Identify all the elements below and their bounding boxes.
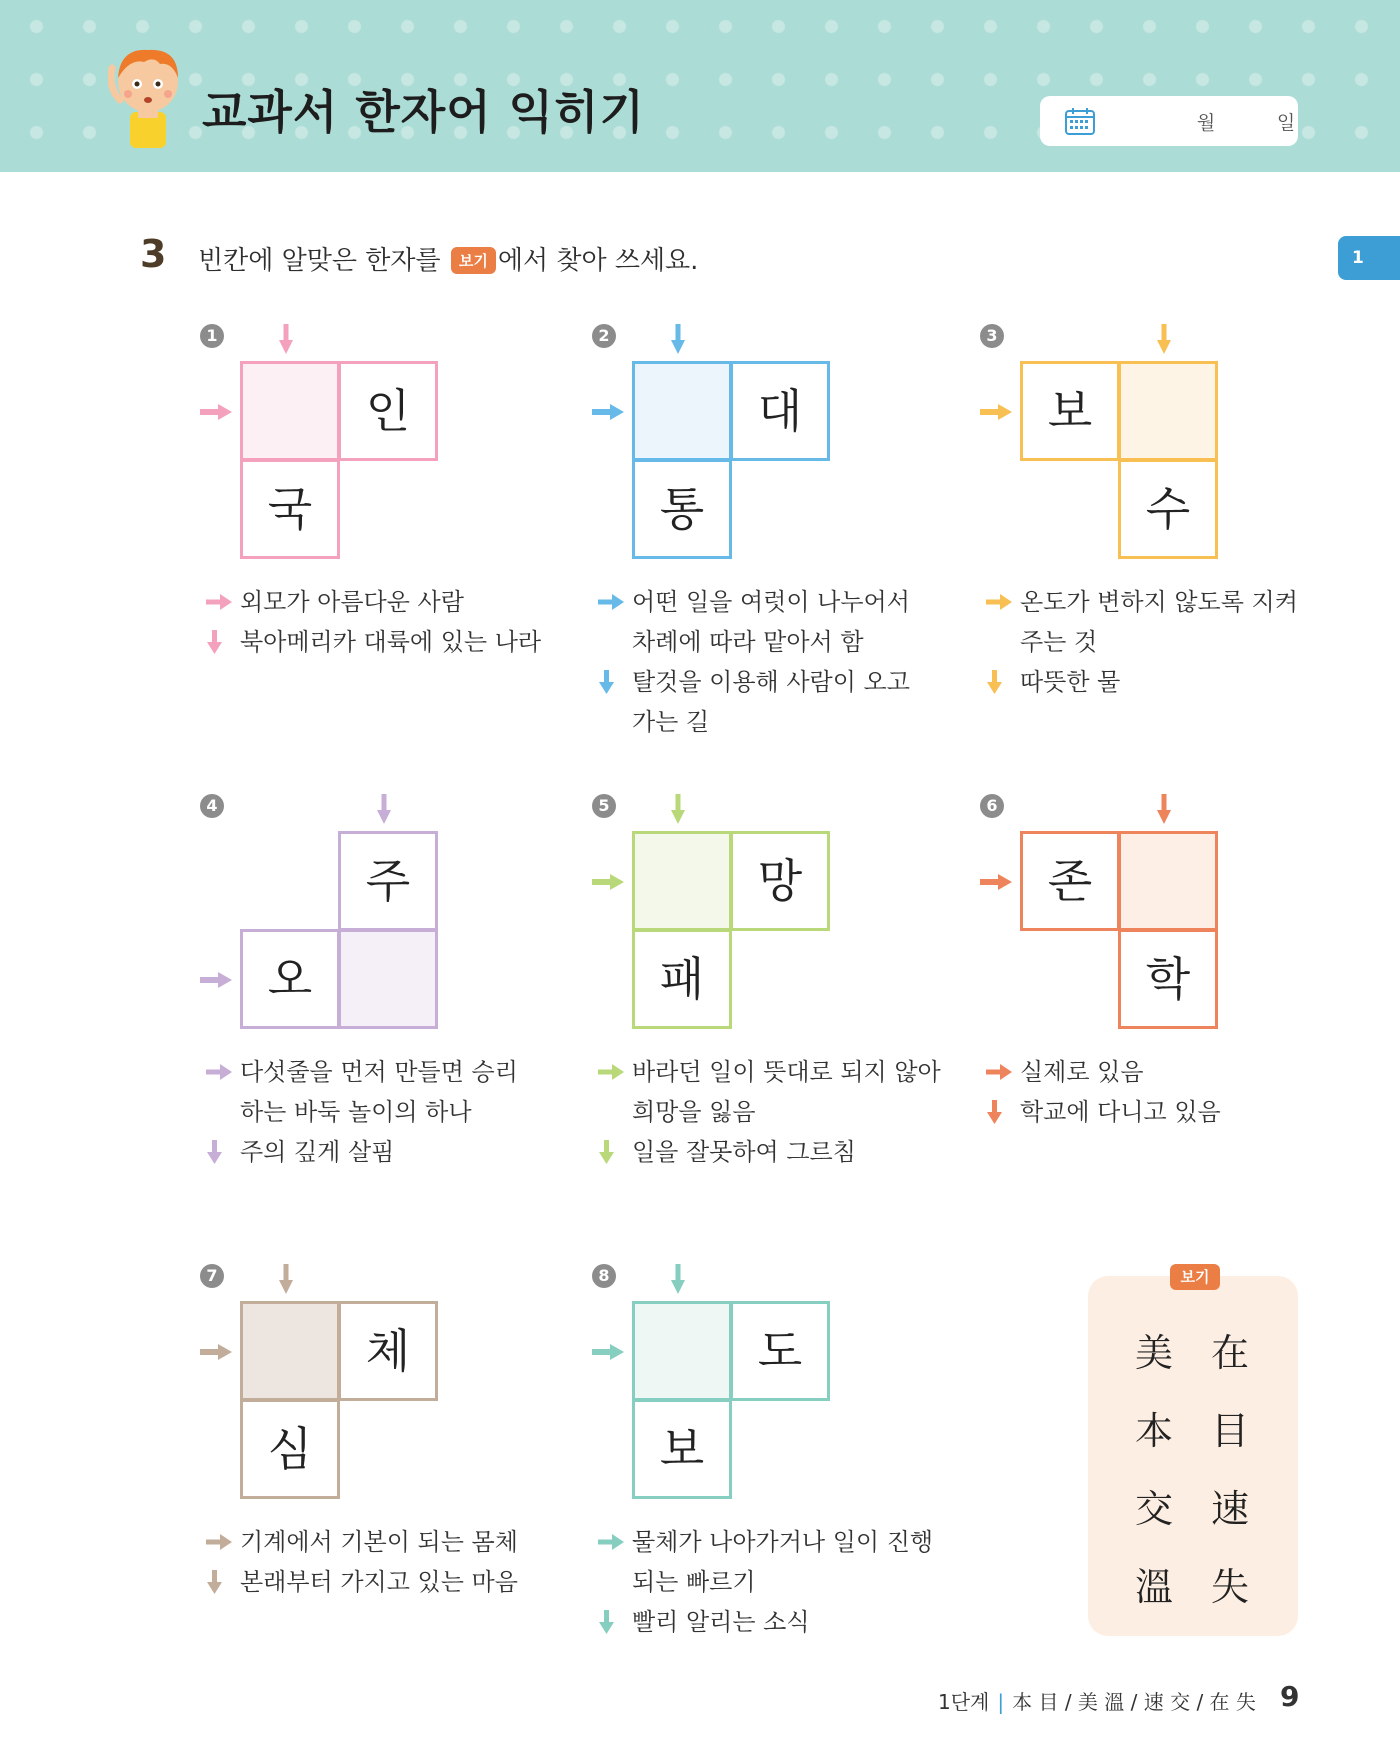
clue-list [984, 1052, 1374, 1132]
clue-line: 일을 잘못하여 그르침 [632, 1138, 856, 1166]
down-arrow-icon [596, 1602, 626, 1642]
clue-line: 하는 바둑 놀이의 하나 [240, 1098, 472, 1126]
down-arrow-icon [279, 1264, 293, 1294]
given-syllable-cell: 패 [632, 929, 732, 1029]
down-clue [984, 662, 1374, 702]
clue-list [984, 582, 1374, 702]
clue-line: 외모가 아름다운 사람 [240, 588, 464, 616]
across-clue [596, 1522, 986, 1602]
date-box [1040, 96, 1298, 146]
date-day-label: 일 [1276, 112, 1296, 134]
clue-list [204, 1052, 594, 1172]
clue-line: 다섯줄을 먼저 만들면 승리 [240, 1058, 518, 1086]
puzzle-5 [596, 794, 976, 1234]
down-arrow-icon [671, 794, 685, 824]
across-clue [204, 1522, 594, 1562]
clue-line: 탈것을 이용해 사람이 오고 [632, 668, 910, 696]
right-arrow-icon [980, 404, 1012, 420]
down-clue [596, 1132, 986, 1172]
clue-list [204, 582, 594, 662]
clue-line: 희망을 잃음 [632, 1098, 756, 1126]
puzzle-2 [596, 324, 976, 764]
footer-separator: | [997, 1690, 1005, 1714]
given-syllable-cell: 국 [240, 459, 340, 559]
clue-line: 기계에서 기본이 되는 몸체 [240, 1528, 518, 1556]
across-clue [204, 582, 594, 622]
bogi-hanja-item: 本 [1134, 1409, 1173, 1453]
down-clue [204, 1562, 594, 1602]
given-syllable-cell: 보 [632, 1399, 732, 1499]
down-arrow-icon [377, 794, 391, 824]
answer-blank-cell[interactable] [632, 1301, 732, 1401]
clue-line: 빨리 알리는 소식 [632, 1608, 810, 1636]
footer-summary [938, 1686, 1256, 1715]
answer-blank-cell[interactable] [632, 831, 732, 931]
clue-line: 실제로 있음 [1020, 1058, 1144, 1086]
puzzle-number: 6 [980, 794, 1004, 818]
puzzle-number: 5 [592, 794, 616, 818]
bogi-hanja-item: 美 [1134, 1331, 1173, 1375]
clue-list [204, 1522, 594, 1602]
down-arrow-icon [204, 1562, 234, 1602]
puzzle-number: 8 [592, 1264, 616, 1288]
clue-list [596, 1522, 986, 1642]
right-arrow-icon [200, 404, 232, 420]
calendar-icon [1064, 106, 1096, 136]
answer-blank-cell[interactable] [632, 361, 732, 461]
puzzle-6 [984, 794, 1364, 1234]
puzzle-7 [204, 1264, 584, 1704]
puzzle-number: 3 [980, 324, 1004, 348]
clue-line: 학교에 다니고 있음 [1020, 1098, 1221, 1126]
down-clue [984, 1092, 1374, 1132]
page-number: 9 [1280, 1680, 1300, 1713]
right-arrow-icon [204, 1522, 234, 1562]
down-arrow-icon [984, 1092, 1014, 1132]
chapter-side-tab[interactable]: 1 [1338, 236, 1400, 280]
answer-blank-cell[interactable] [240, 1301, 340, 1401]
bogi-label: 보기 [1170, 1264, 1220, 1290]
bogi-chip: 보기 [451, 247, 496, 274]
given-syllable-cell: 수 [1118, 459, 1218, 559]
answer-blank-cell[interactable] [338, 929, 438, 1029]
clue-line: 따뜻한 물 [1020, 668, 1121, 696]
bogi-hanja-item: 目 [1210, 1409, 1249, 1453]
across-clue [204, 1052, 594, 1132]
clue-line: 물체가 나아가거나 일이 진행 [632, 1528, 934, 1556]
bogi-hanja-item: 交 [1134, 1487, 1173, 1531]
given-syllable-cell: 통 [632, 459, 732, 559]
answer-blank-cell[interactable] [1118, 831, 1218, 931]
down-arrow-icon [1157, 794, 1171, 824]
answer-blank-cell[interactable] [1118, 361, 1218, 461]
right-arrow-icon [596, 1522, 626, 1562]
clue-line: 북아메리카 대륙에 있는 나라 [240, 628, 542, 656]
given-syllable-cell: 오 [240, 929, 340, 1029]
clue-list [596, 582, 986, 742]
given-syllable-cell: 심 [240, 1399, 340, 1499]
bogi-hanja-item: 溫 [1134, 1565, 1173, 1609]
footer-stage: 1단계 [938, 1690, 990, 1714]
down-arrow-icon [671, 1264, 685, 1294]
right-arrow-icon [592, 404, 624, 420]
right-arrow-icon [592, 874, 624, 890]
puzzle-8 [596, 1264, 976, 1704]
puzzle-number: 1 [200, 324, 224, 348]
given-syllable-cell: 대 [730, 361, 830, 461]
clue-line: 온도가 변하지 않도록 지켜 [1020, 588, 1298, 616]
right-arrow-icon [200, 972, 232, 988]
right-arrow-icon [204, 1052, 234, 1092]
down-arrow-icon [204, 622, 234, 662]
down-arrow-icon [671, 324, 685, 354]
down-clue [204, 622, 594, 662]
puzzle-4 [204, 794, 584, 1234]
right-arrow-icon [200, 1344, 232, 1360]
given-syllable-cell: 학 [1118, 929, 1218, 1029]
bogi-hanja-item: 速 [1210, 1487, 1249, 1531]
puzzle-number: 2 [592, 324, 616, 348]
given-syllable-cell: 도 [730, 1301, 830, 1401]
clue-line: 가는 길 [632, 708, 710, 736]
clue-line: 되는 빠르기 [632, 1568, 756, 1596]
across-clue [984, 1052, 1374, 1092]
clue-list [596, 1052, 986, 1172]
given-syllable-cell: 보 [1020, 361, 1120, 461]
clue-line: 주의 깊게 살핌 [240, 1138, 395, 1166]
question-text [198, 240, 698, 277]
right-arrow-icon [980, 874, 1012, 890]
question-text-before: 빈칸에 알맞은 한자를 [198, 246, 441, 276]
question-number: 3 [140, 232, 167, 276]
given-syllable-cell: 체 [338, 1301, 438, 1401]
down-arrow-icon [596, 662, 626, 702]
clue-line: 본래부터 가지고 있는 마음 [240, 1568, 518, 1596]
down-arrow-icon [1157, 324, 1171, 354]
given-syllable-cell: 존 [1020, 831, 1120, 931]
down-arrow-icon [279, 324, 293, 354]
footer-hanja-list: 本 目 / 美 溫 / 速 交 / 在 失 [1012, 1690, 1256, 1714]
right-arrow-icon [204, 582, 234, 622]
down-clue [204, 1132, 594, 1172]
across-clue [596, 582, 986, 662]
given-syllable-cell: 주 [338, 831, 438, 931]
page-title: 교과서 한자어 익히기 [202, 85, 645, 139]
down-arrow-icon [984, 662, 1014, 702]
date-month-label: 월 [1196, 112, 1216, 134]
across-clue [984, 582, 1374, 662]
right-arrow-icon [596, 582, 626, 622]
puzzle-number: 7 [200, 1264, 224, 1288]
puzzle-number: 4 [200, 794, 224, 818]
down-arrow-icon [596, 1132, 626, 1172]
down-arrow-icon [204, 1132, 234, 1172]
answer-blank-cell[interactable] [240, 361, 340, 461]
given-syllable-cell: 망 [730, 831, 830, 931]
down-clue [596, 1602, 986, 1642]
right-arrow-icon [984, 1052, 1014, 1092]
question-text-after: 에서 찾아 쓰세요. [497, 246, 699, 276]
bogi-box [1088, 1276, 1298, 1636]
bogi-hanja-item: 在 [1210, 1331, 1249, 1375]
down-clue [596, 662, 986, 742]
clue-line: 주는 것 [1020, 628, 1098, 656]
clue-line: 차례에 따라 맡아서 함 [632, 628, 864, 656]
clue-line: 어떤 일을 여럿이 나누어서 [632, 588, 910, 616]
puzzle-1 [204, 324, 584, 764]
header-banner [0, 0, 1400, 172]
clue-line: 바라던 일이 뜻대로 되지 않아 [632, 1058, 941, 1086]
bogi-hanja-item: 失 [1210, 1565, 1249, 1609]
right-arrow-icon [592, 1344, 624, 1360]
puzzle-3 [984, 324, 1364, 764]
right-arrow-icon [596, 1052, 626, 1092]
across-clue [596, 1052, 986, 1132]
right-arrow-icon [984, 582, 1014, 622]
boy-mascot-icon [108, 38, 188, 148]
given-syllable-cell: 인 [338, 361, 438, 461]
